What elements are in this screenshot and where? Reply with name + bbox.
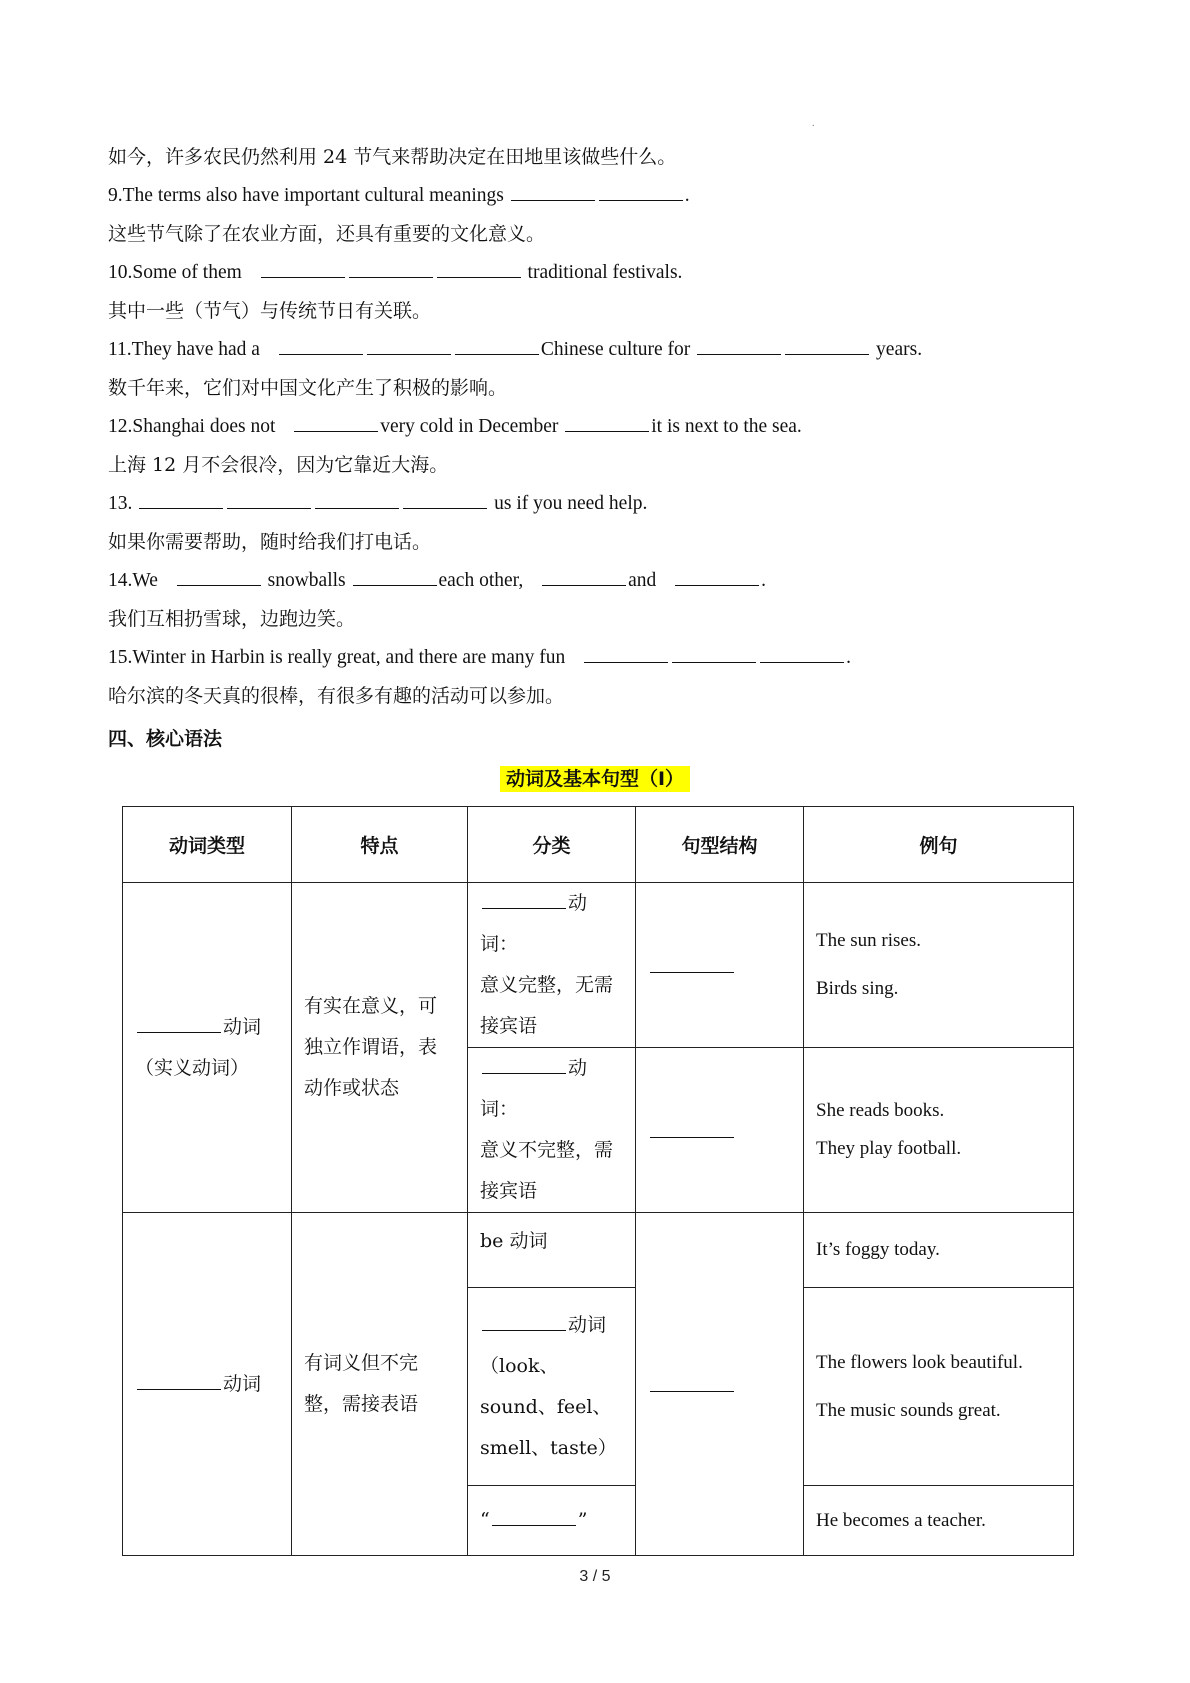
- answer-blank[interactable]: [492, 1504, 576, 1526]
- answer-blank[interactable]: [542, 564, 626, 586]
- exercise-12: 12.Shanghai does not very cold in December it is next to the sea.: [108, 408, 1108, 447]
- header-example: 例句: [804, 807, 1074, 883]
- answer-blank[interactable]: [177, 564, 261, 586]
- answer-blank[interactable]: [650, 1370, 734, 1392]
- answer-blank[interactable]: [482, 1052, 566, 1074]
- example-cell: The sun rises. Birds sing.: [804, 883, 1074, 1048]
- answer-blank[interactable]: [482, 1309, 566, 1331]
- table-row: [123, 883, 1074, 1048]
- translation-line: 我们互相扔雪球，边跑边笑。: [108, 608, 356, 630]
- answer-blank[interactable]: [437, 256, 521, 278]
- highlighted-title: 动词及基本句型（I）: [500, 766, 690, 792]
- category-cell: 动词 （look、sound、feel、smell、taste）: [468, 1288, 636, 1486]
- answer-blank[interactable]: [279, 333, 363, 355]
- answer-blank[interactable]: [650, 951, 734, 973]
- header-category: 分类: [468, 807, 636, 883]
- structure-cell: [636, 883, 804, 1048]
- exercise-list: [108, 138, 1108, 716]
- verb-type-cell: 动词 （实义动词）: [123, 883, 292, 1213]
- translation-line: 其中一些（节气）与传统节日有关联。: [108, 300, 432, 322]
- answer-blank[interactable]: [584, 641, 668, 663]
- answer-blank[interactable]: [353, 564, 437, 586]
- answer-blank[interactable]: [565, 410, 649, 432]
- exercise-14: 14.We snowballs each other, and .: [108, 562, 1108, 601]
- exercise-13: 13. us if you need help.: [108, 485, 1108, 524]
- translation-line: 数千年来，它们对中国文化产生了积极的影响。: [108, 377, 508, 399]
- answer-blank[interactable]: [760, 641, 844, 663]
- table-title: [0, 764, 1190, 791]
- example-cell: He becomes a teacher.: [804, 1486, 1074, 1556]
- answer-blank[interactable]: [403, 487, 487, 509]
- example-cell: It’s foggy today.: [804, 1213, 1074, 1288]
- translation-line: 哈尔滨的冬天真的很棒，有很多有趣的活动可以参加。: [108, 685, 565, 707]
- translation-line: 上海 12 月不会很冷，因为它靠近大海。: [108, 454, 449, 476]
- answer-blank[interactable]: [139, 487, 223, 509]
- answer-blank[interactable]: [672, 641, 756, 663]
- answer-blank[interactable]: [650, 1116, 734, 1138]
- answer-blank[interactable]: [137, 1011, 221, 1033]
- answer-blank[interactable]: [261, 256, 345, 278]
- answer-blank[interactable]: [599, 179, 683, 201]
- translation-line: 如果你需要帮助，随时给我们打电话。: [108, 531, 432, 553]
- section-heading: 四、核心语法: [108, 728, 223, 750]
- page-number: 3 / 5: [579, 1568, 611, 1585]
- verb-type-cell: 动词: [123, 1213, 292, 1556]
- table-header-row: [123, 807, 1074, 883]
- structure-cell: [636, 1213, 804, 1556]
- answer-blank[interactable]: [697, 333, 781, 355]
- header-feature: 特点: [292, 807, 468, 883]
- table-row: [123, 1213, 1074, 1288]
- answer-blank[interactable]: [455, 333, 539, 355]
- answer-blank[interactable]: [482, 887, 566, 909]
- structure-cell: [636, 1048, 804, 1213]
- answer-blank[interactable]: [137, 1368, 221, 1390]
- answer-blank[interactable]: [367, 333, 451, 355]
- header-structure: 句型结构: [636, 807, 804, 883]
- answer-blank[interactable]: [294, 410, 378, 432]
- answer-blank[interactable]: [675, 564, 759, 586]
- feature-cell: 有词义但不完整，需接表语: [292, 1213, 468, 1556]
- stray-dot: .: [812, 118, 815, 129]
- exercise-9: 9.The terms also have important cultural meanings .: [108, 177, 1108, 216]
- category-cell: “ ”: [468, 1486, 636, 1556]
- answer-blank[interactable]: [227, 487, 311, 509]
- category-cell: 动词： 意义完整，无需接宾语: [468, 883, 636, 1048]
- exercise-15: 15.Winter in Harbin is really great, and there are many fun .: [108, 639, 1108, 678]
- translation-line: 如今，许多农民仍然利用 24 节气来帮助决定在田地里该做些什么。: [108, 146, 677, 168]
- exercise-11: 11.They have had a Chinese culture for years.: [108, 331, 1108, 370]
- grammar-table: [122, 806, 1074, 1556]
- answer-blank[interactable]: [349, 256, 433, 278]
- header-verb-type: 动词类型: [123, 807, 292, 883]
- category-cell: be 动词: [468, 1213, 636, 1288]
- answer-blank[interactable]: [785, 333, 869, 355]
- feature-cell: 有实在意义，可独立作谓语，表动作或状态: [292, 883, 468, 1213]
- category-cell: 动词： 意义不完整，需接宾语: [468, 1048, 636, 1213]
- answer-blank[interactable]: [315, 487, 399, 509]
- answer-blank[interactable]: [511, 179, 595, 201]
- example-cell: She reads books. They play football.: [804, 1048, 1074, 1213]
- example-cell: The flowers look beautiful. The music sounds great.: [804, 1288, 1074, 1486]
- translation-line: 这些节气除了在农业方面，还具有重要的文化意义。: [108, 223, 546, 245]
- exercise-10: 10.Some of them traditional festivals.: [108, 254, 1108, 293]
